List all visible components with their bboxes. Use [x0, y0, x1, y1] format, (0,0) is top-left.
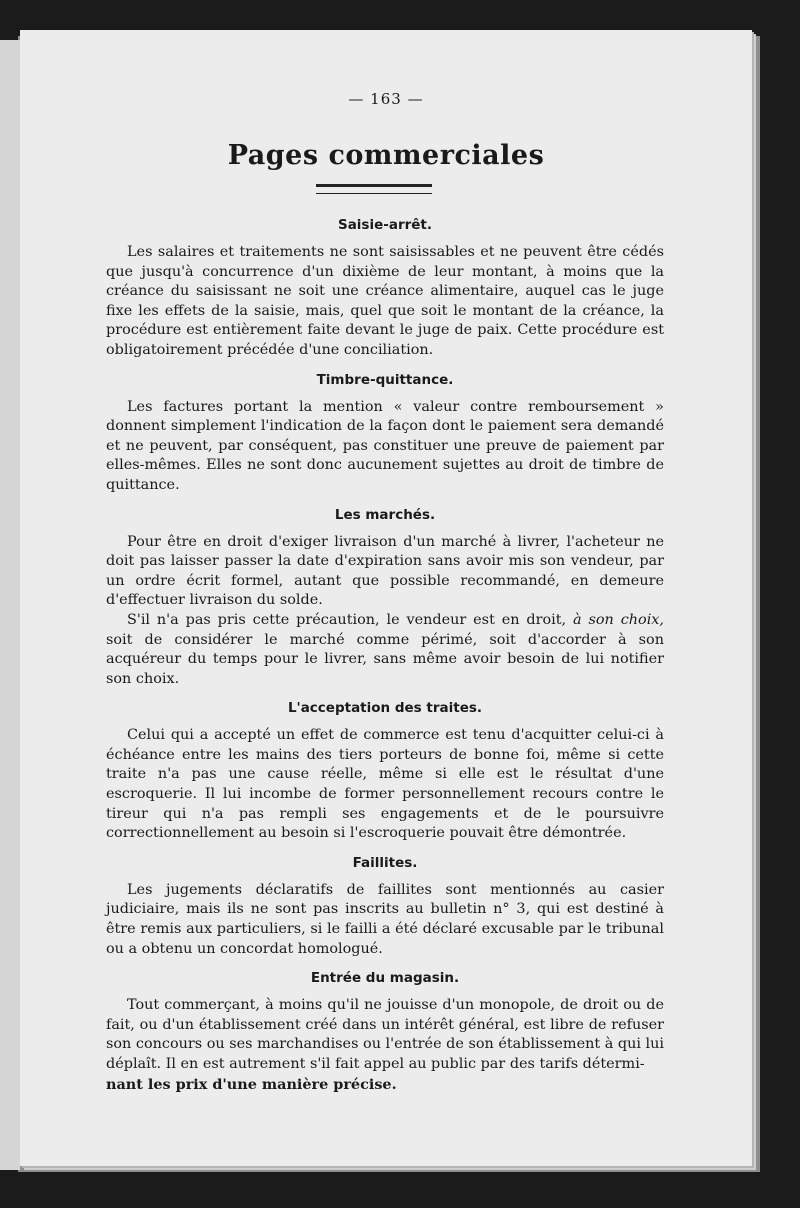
title-underline — [316, 184, 432, 194]
page-number: — 163 — — [348, 90, 424, 108]
section-heading-acceptation-traites: L'acceptation des traites. — [287, 700, 483, 717]
paragraph-text: soit de considérer le marché comme périmé, soit d'accorder à son acquéreur du temps pour le livrer, sans même avoir besoin de lui notifier son choix. — [106, 631, 664, 687]
previous-page-edge — [0, 40, 21, 1170]
paragraph: nant les prix d'une manière précise. — [106, 1075, 397, 1093]
section-heading-faillites: Faillites. — [352, 854, 418, 871]
section-heading-les-marches: Les marchés. — [334, 506, 436, 523]
emphasis-text: à son choix, — [573, 611, 664, 628]
paragraph — [106, 611, 664, 689]
section-heading-timbre-quittance: Timbre-quittance. — [316, 371, 454, 388]
section-heading-saisie-arret: Saisie-arrêt. — [337, 217, 433, 233]
page-title: Pages commerciales — [227, 140, 545, 171]
paragraph: Les factures portant la mention « valeur contre remboursement » donnent simplement l'indication de la façon dont le paiement sera demandé et ne peuvent, par conséquent, pas constituer une preuve de paiement par elles-mêmes. Elles ne sont donc aucunement sujettes au droit de timbre de quittance. — [106, 398, 664, 493]
document-page — [20, 30, 752, 1166]
paragraph: Les salaires et traitements ne sont saisissables et ne peuvent être cédés que jusqu'à concurrence d'un dixième de leur montant, à moins que la créance du saisissant ne soit une créance alimentaire, auquel cas le juge fixe les effets de la saisie, mais, quel que soit le montant de la créance, la procédure est entièrement faite devant le juge de paix. Cette procédure est obligatoirement précédée d'une conciliation. — [106, 244, 664, 358]
paragraph: Celui qui a accepté un effet de commerce est tenu d'acquitter celui-ci à échéance entre les mains des tiers porteurs de bonne foi, même si cette traite n'a pas une cause réelle, même si elle est le résultat d'une escroquerie. Il lui incombe de former personnellement recours contre le tireur qui n'a pas rempli ses engagements et de le poursuivre correctionnellement au besoin si l'escroquerie pouvait être démontrée. — [106, 727, 664, 842]
paragraph-text: S'il n'a pas pris cette précaution, le vendeur est en droit, — [127, 611, 567, 628]
section-heading-entree-magasin: Entrée du magasin. — [310, 970, 460, 987]
paragraph: Tout commerçant, à moins qu'il ne jouisse d'un monopole, de droit ou de fait, ou d'un établissement créé dans un intérêt général, est libre de refuser son concours ou ses marchandises ou l'entrée de son établissement à qui lui déplaît. Il en est autrement s'il fait appel au public par des tarifs détermi- — [106, 997, 665, 1072]
paragraph: Les jugements déclaratifs de faillites sont mentionnés au casier judiciaire, mais ils ne sont pas inscrits au bulletin n° 3, qui est destiné à être remis aux particuliers, si le failli a été déclaré excusable par le tribunal ou a obtenu un concordat homologué. — [106, 881, 664, 957]
document-body — [106, 206, 664, 1094]
paragraph: Pour être en droit d'exiger livraison d'un marché à livrer, l'acheteur ne doit pas laisser passer la date d'expiration sans avoir mis son vendeur, par un ordre écrit formel, autant que possible recommandé, en demeure d'effectuer livraison du solde. — [106, 533, 664, 609]
